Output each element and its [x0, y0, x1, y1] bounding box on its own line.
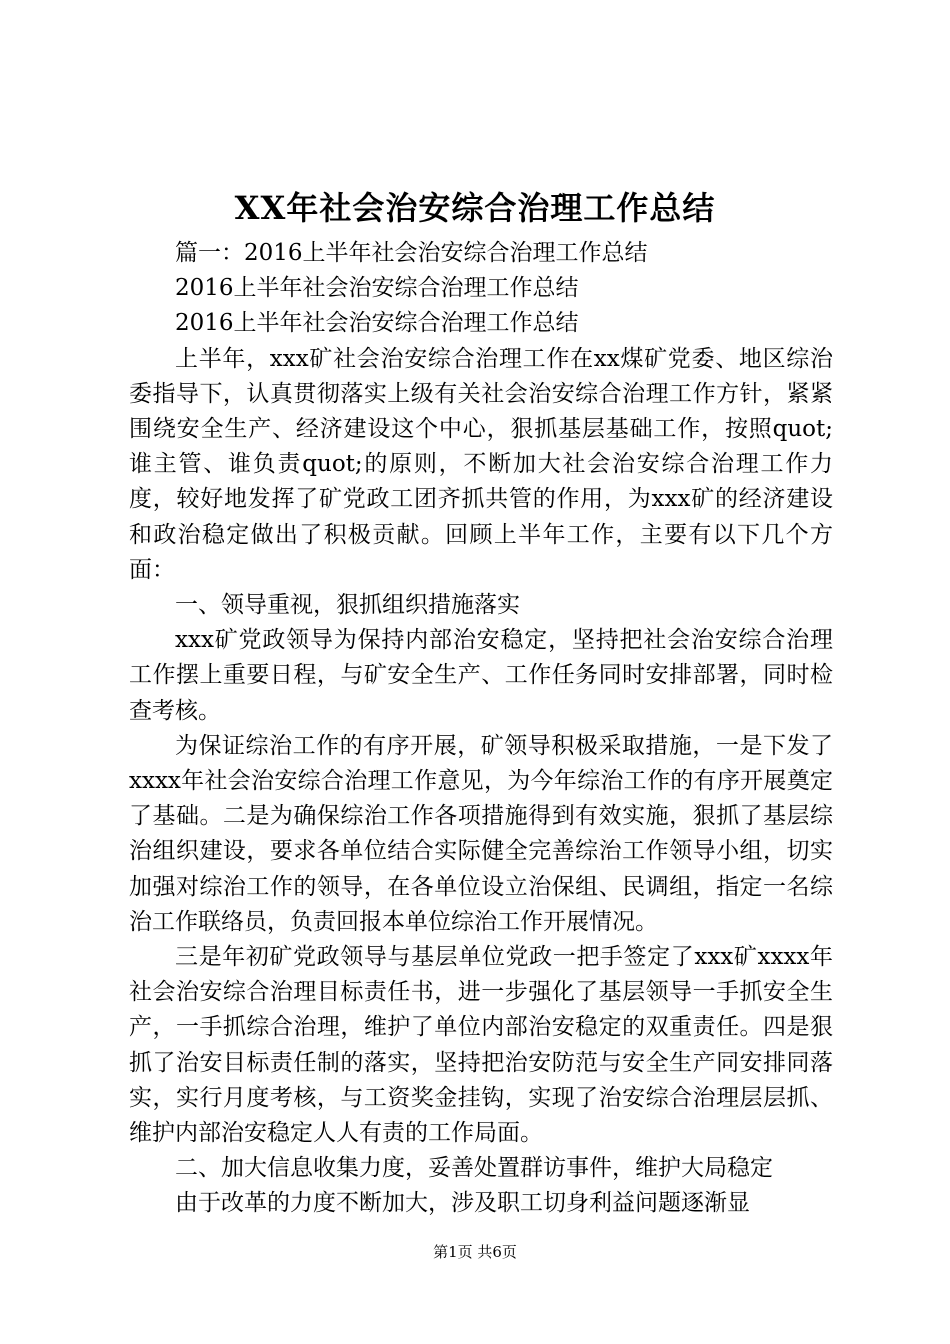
paragraph: 为保证综治工作的有序开展，矿领导积极采取措施，一是下发了xxxx年社会治安综合治理工作意见，为今年综治工作的有序开展奠定了基础。二是为确保综治工作各项措施得到有效实施，狠抓了基层综治组织建设，要求各单位结合实际健全完善综治工作领导小组，切实加强对综治工作的领导，在各单位设立治保组、民调组，指定一名综治工作联络员，负责回报本单位综治工作开展情况。 [129, 732, 833, 935]
paragraph: 由于改革的力度不断加大，涉及职工切身利益问题逐渐显 [175, 1190, 750, 1217]
document-body [129, 236, 833, 1222]
section-heading: 二、加大信息收集力度，妥善处置群访事件，维护大局稳定 [175, 1155, 773, 1182]
paragraph-subtitle: 2016上半年社会治安综合治理工作总结 [175, 310, 579, 337]
paragraph-chapter-heading: 篇一：2016上半年社会治安综合治理工作总结 [175, 240, 648, 266]
paragraph-subtitle: 2016上半年社会治安综合治理工作总结 [175, 275, 579, 302]
page-number-footer: 第1页 共6页 [433, 1243, 517, 1261]
paragraph: 三是年初矿党政领导与基层单位党政一把手签定了xxx矿xxxx年社会治安综合治理目标责任书，进一步强化了基层领导一手抓安全生产，一手抓综合治理，维护了单位内部治安稳定的双重责任。四是狠抓了治安目标责任制的落实，坚持把治安防范与安全生产同安排同落实，实行月度考核，与工资奖金挂钩，实现了治安综合治理层层抓、维护内部治安稳定人人有责的工作局面。 [129, 944, 833, 1147]
paragraph: 上半年，xxx矿社会治安综合治理工作在xx煤矿党委、地区综治委指导下，认真贯彻落实上级有关社会治安综合治理工作方针，紧紧围绕安全生产、经济建设这个中心，狠抓基层基础工作，按照quot;谁主管、谁负责quot;的原则，不断加大社会治安综合治理工作力度，较好地发挥了矿党政工团齐抓共管的作用，为xxx矿的经济建设和政治稳定做出了积极贡献。回顾上半年工作，主要有以下几个方面： [129, 345, 833, 583]
section-heading: 一、领导重视，狠抓组织措施落实 [175, 592, 520, 619]
document-title: XX年社会治安综合治理工作总结 [234, 189, 716, 227]
paragraph: xxx矿党政领导为保持内部治安稳定，坚持把社会治安综合治理工作摆上重要日程，与矿安全生产、工作任务同时安排部署，同时检查考核。 [129, 627, 833, 724]
